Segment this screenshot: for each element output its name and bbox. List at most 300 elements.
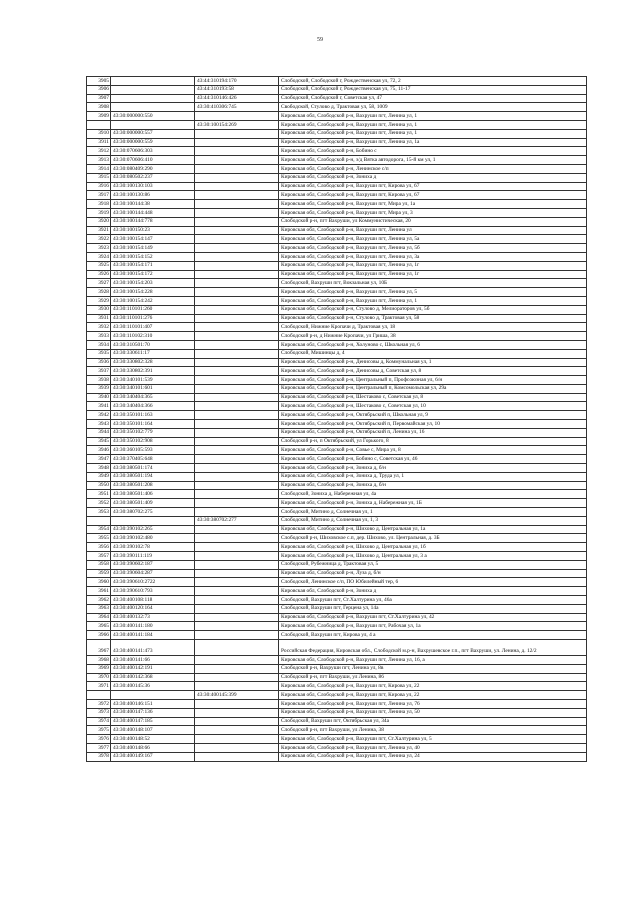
cadastral-number-b-cell bbox=[195, 640, 279, 656]
row-number-cell: 3967 bbox=[87, 640, 111, 656]
table-row bbox=[87, 156, 587, 165]
cadastral-number-a-cell: 43:30:400145:36 bbox=[111, 682, 195, 691]
cadastral-number-a-cell: 43:30:390102:480 bbox=[111, 534, 195, 543]
cadastral-number-b-cell bbox=[195, 244, 279, 253]
table-row bbox=[87, 208, 587, 217]
cadastral-number-a-cell: 43:30:380501:208 bbox=[111, 481, 195, 490]
address-cell: Кировская обл, Слободской р-н, Стулово д, Трактовая ул, 58 bbox=[279, 314, 587, 323]
row-number-cell: 3910 bbox=[87, 129, 111, 138]
address-cell: Слободской, Вахруши пгт, Ст.Халтурина ул, 46а bbox=[279, 596, 587, 605]
row-number-cell: 3917 bbox=[87, 191, 111, 200]
row-number-cell: 3934 bbox=[87, 340, 111, 349]
cadastral-number-b-cell bbox=[195, 112, 279, 121]
cadastral-number-b-cell bbox=[195, 402, 279, 411]
cadastral-number-a-cell: 43:30:080502:237 bbox=[111, 173, 195, 182]
cadastral-number-b-cell: 43:44:310146:426 bbox=[195, 94, 279, 103]
row-number-cell: 3968 bbox=[87, 656, 111, 665]
row-number-cell: 3933 bbox=[87, 332, 111, 341]
row-number-cell: 3936 bbox=[87, 358, 111, 367]
table-row bbox=[87, 472, 587, 481]
address-cell: Слободской, Слободской г, Рождественская ул, 75, 11-17 bbox=[279, 85, 587, 94]
row-number-cell: 3961 bbox=[87, 587, 111, 596]
address-cell: Кировская обл, Слободской р-н, Вахруши пгт, Ленина ул, 5б bbox=[279, 244, 587, 253]
cadastral-number-b-cell bbox=[195, 129, 279, 138]
cadastral-number-a-cell: 43:30:380501:406 bbox=[111, 490, 195, 499]
cadastral-number-b-cell bbox=[195, 279, 279, 288]
row-number-cell: 3945 bbox=[87, 437, 111, 446]
table-row bbox=[87, 596, 587, 605]
cadastral-number-b-cell bbox=[195, 708, 279, 717]
address-cell: Слободской р-н, пгт Вахруши, ул Коммунистическая, 20 bbox=[279, 217, 587, 226]
table-row bbox=[87, 270, 587, 279]
address-cell: Кировская обл, Слободской р-н, Вахруши пгт, Рабочая ул, 1а bbox=[279, 622, 587, 631]
cadastral-number-b-cell: 43:30:400145:399 bbox=[195, 691, 279, 700]
cadastral-number-b-cell bbox=[195, 358, 279, 367]
cadastral-number-b-cell bbox=[195, 261, 279, 270]
cadastral-number-a-cell: 43:30:100154:149 bbox=[111, 244, 195, 253]
row-number-cell: 3919 bbox=[87, 208, 111, 217]
address-cell: Слободской р-н, пгт Вахруши, ул Ленина, 38 bbox=[279, 726, 587, 735]
cadastral-number-a-cell: 43:30:100154:171 bbox=[111, 261, 195, 270]
table-row bbox=[87, 708, 587, 717]
table-row bbox=[87, 173, 587, 182]
address-cell: Кировская обл, Слободской р-н, Холуново с, Школьная ул, 6 bbox=[279, 340, 587, 349]
address-cell: Кировская обл, Слободской р-н, Центральный п, Комсомольская ул, 29а bbox=[279, 384, 587, 393]
table-row bbox=[87, 455, 587, 464]
address-cell: Кировская обл, Слободской р-н, Вахруши пгт, Ленина ул, 16, а bbox=[279, 656, 587, 665]
cadastral-number-b-cell bbox=[195, 735, 279, 744]
address-cell: Кировская обл, Слободской р-н, Зониха д bbox=[279, 173, 587, 182]
address-cell: Российская Федерация, Кировская обл., Слободской м.р-н, Вахрушевское г.п., пгт Вахруши, ул. Ленина, д. 12/2 bbox=[279, 640, 587, 656]
cadastral-number-a-cell: 43:30:400141:180 bbox=[111, 622, 195, 631]
row-number-cell: 3925 bbox=[87, 261, 111, 270]
table-row bbox=[87, 288, 587, 297]
cadastral-number-a-cell: 43:30:370405:648 bbox=[111, 455, 195, 464]
cadastral-number-a-cell: 43:30:400108:118 bbox=[111, 596, 195, 605]
address-cell: Слободской р-н, Вахруши пгт, Ленина ул, 8в bbox=[279, 664, 587, 673]
cadastral-number-a-cell: 43:30:380501:409 bbox=[111, 499, 195, 508]
table-row bbox=[87, 164, 587, 173]
cadastral-number-a-cell: 43:30:100154:228 bbox=[111, 288, 195, 297]
cadastral-number-b-cell bbox=[195, 699, 279, 708]
row-number-cell: 3970 bbox=[87, 673, 111, 682]
cadastral-number-b-cell: 43:30:410306:745 bbox=[195, 103, 279, 112]
cadastral-number-b-cell: 43:44:310194:170 bbox=[195, 77, 279, 86]
cadastral-number-b-cell bbox=[195, 323, 279, 332]
address-cell: Слободской р-н, пгт Вахруши, ул Ленина, 86 bbox=[279, 673, 587, 682]
row-number-cell: 3942 bbox=[87, 411, 111, 420]
cadastral-number-a-cell: 43:30:100130:103 bbox=[111, 182, 195, 191]
cadastral-number-a-cell: 43:30:310501:70 bbox=[111, 340, 195, 349]
address-cell: Слободской, Вахруши пгт, Герцена ул, 14а bbox=[279, 604, 587, 613]
address-cell: Кировская обл, Слободской р-н, Вахруши пгт, Ленина ул, 1 bbox=[279, 129, 587, 138]
address-cell: Кировская обл, Слободской р-н, Вахруши пгт, Кирова ул, 22 bbox=[279, 691, 587, 700]
cadastral-number-b-cell bbox=[195, 296, 279, 305]
address-cell: Кировская обл, Слободской р-н, Зониха д, Набережная ул, 1Б bbox=[279, 499, 587, 508]
cadastral-number-a-cell: 43:30:400141:66 bbox=[111, 656, 195, 665]
row-number-cell bbox=[87, 516, 111, 525]
property-register-table bbox=[86, 76, 587, 762]
row-number-cell: 3908 bbox=[87, 103, 111, 112]
cadastral-number-b-cell bbox=[195, 182, 279, 191]
row-number-cell: 3913 bbox=[87, 156, 111, 165]
cadastral-number-b-cell bbox=[195, 367, 279, 376]
address-cell: Кировская обл, Слободской р-н, Луза д, б/н bbox=[279, 569, 587, 578]
cadastral-number-a-cell: 43:30:110101:407 bbox=[111, 323, 195, 332]
cadastral-number-a-cell: 43:30:400148:52 bbox=[111, 735, 195, 744]
address-cell: Кировская обл, Слободской р-н, Вахруши пгт, Ленина ул, 50 bbox=[279, 708, 587, 717]
cadastral-number-a-cell: 43:30:380702:275 bbox=[111, 508, 195, 517]
address-cell: Кировская обл, Слободской р-н, Вахруши пгт, Ленина ул, 1 bbox=[279, 296, 587, 305]
table-row bbox=[87, 252, 587, 261]
row-number-cell: 3966 bbox=[87, 631, 111, 640]
address-cell: Кировская обл, Слободской р-н, Вахруши пгт, Ленина ул, 76 bbox=[279, 699, 587, 708]
cadastral-number-a-cell: 43:30:380501:174 bbox=[111, 464, 195, 473]
cadastral-number-a-cell: 43:30:400148:107 bbox=[111, 726, 195, 735]
row-number-cell: 3975 bbox=[87, 726, 111, 735]
cadastral-number-b-cell bbox=[195, 164, 279, 173]
cadastral-number-a-cell: 43:30:100144:778 bbox=[111, 217, 195, 226]
row-number-cell: 3976 bbox=[87, 735, 111, 744]
cadastral-number-b-cell bbox=[195, 217, 279, 226]
row-number-cell: 3946 bbox=[87, 446, 111, 455]
row-number-cell: 3912 bbox=[87, 147, 111, 156]
row-number-cell: 3909 bbox=[87, 112, 111, 121]
table-row bbox=[87, 543, 587, 552]
table-row bbox=[87, 428, 587, 437]
cadastral-number-a-cell: 43:30:100154:172 bbox=[111, 270, 195, 279]
cadastral-number-a-cell: 43:30:390610:793 bbox=[111, 587, 195, 596]
table-row bbox=[87, 516, 587, 525]
cadastral-number-a-cell: 43:30:100154:152 bbox=[111, 252, 195, 261]
table-row bbox=[87, 735, 587, 744]
table-row bbox=[87, 464, 587, 473]
address-cell: Слободской, Митино д, Солнечная ул, 1 bbox=[279, 508, 587, 517]
cadastral-number-b-cell bbox=[195, 743, 279, 752]
cadastral-number-b-cell bbox=[195, 428, 279, 437]
table-row bbox=[87, 446, 587, 455]
row-number-cell: 3952 bbox=[87, 499, 111, 508]
address-cell: Кировская обл, Слободской р-н, Вахруши пгт, Кирова ул, 67 bbox=[279, 191, 587, 200]
address-cell: Кировская обл, Слободской р-н, Зониха д, б/н bbox=[279, 464, 587, 473]
cadastral-number-b-cell bbox=[195, 393, 279, 402]
cadastral-number-b-cell bbox=[195, 173, 279, 182]
cadastral-number-a-cell: 43:30:400147:136 bbox=[111, 708, 195, 717]
address-cell: Кировская обл, Слободской р-н, Вахруши пгт, Ленина ул, 5 bbox=[279, 288, 587, 297]
cadastral-number-b-cell bbox=[195, 508, 279, 517]
cadastral-number-a-cell: 43:30:390102:265 bbox=[111, 525, 195, 534]
cadastral-number-b-cell bbox=[195, 420, 279, 429]
table-row bbox=[87, 499, 587, 508]
cadastral-number-b-cell bbox=[195, 446, 279, 455]
cadastral-number-a-cell: 43:30:350101:163 bbox=[111, 411, 195, 420]
cadastral-number-b-cell bbox=[195, 314, 279, 323]
row-number-cell: 3926 bbox=[87, 270, 111, 279]
table-row bbox=[87, 682, 587, 691]
cadastral-number-a-cell: 43:30:070606:303 bbox=[111, 147, 195, 156]
cadastral-number-a-cell: 43:30:330611:17 bbox=[111, 349, 195, 358]
cadastral-number-b-cell bbox=[195, 673, 279, 682]
table-row bbox=[87, 656, 587, 665]
cadastral-number-a-cell: 43:30:390610:2722 bbox=[111, 578, 195, 587]
table-row bbox=[87, 129, 587, 138]
row-number-cell: 3973 bbox=[87, 708, 111, 717]
address-cell: Кировская обл, Слободской р-н, Вахруши пгт, Ленина ул bbox=[279, 226, 587, 235]
table-row bbox=[87, 296, 587, 305]
row-number-cell: 3915 bbox=[87, 173, 111, 182]
row-number-cell: 3949 bbox=[87, 472, 111, 481]
row-number-cell: 3954 bbox=[87, 525, 111, 534]
cadastral-number-b-cell bbox=[195, 664, 279, 673]
cadastral-number-b-cell bbox=[195, 191, 279, 200]
address-cell: Слободской, Вахруши пгт, Кирова ул, 4 а bbox=[279, 631, 587, 640]
row-number-cell: 3974 bbox=[87, 717, 111, 726]
address-cell: Кировская обл, Слободской р-н, Шестаково с, Советская ул, 10 bbox=[279, 402, 587, 411]
row-number-cell: 3965 bbox=[87, 622, 111, 631]
cadastral-number-b-cell bbox=[195, 147, 279, 156]
table-row bbox=[87, 384, 587, 393]
cadastral-number-a-cell bbox=[111, 94, 195, 103]
cadastral-number-a-cell: 43:30:400146:151 bbox=[111, 699, 195, 708]
address-cell: Кировская обл, Слободской р-н, Вахруши пгт, Ленина ул, 1г bbox=[279, 261, 587, 270]
table-row bbox=[87, 279, 587, 288]
row-number-cell: 3940 bbox=[87, 393, 111, 402]
row-number-cell: 3906 bbox=[87, 85, 111, 94]
cadastral-number-a-cell: 43:30:380501:194 bbox=[111, 472, 195, 481]
cadastral-number-a-cell: 43:30:110102:310 bbox=[111, 332, 195, 341]
row-number-cell: 3951 bbox=[87, 490, 111, 499]
row-number-cell bbox=[87, 120, 111, 129]
row-number-cell: 3918 bbox=[87, 200, 111, 209]
address-cell: Кировская обл, Слободской р-н, Вахруши пгт, Ленина ул, 1а bbox=[279, 138, 587, 147]
page-number: 59 bbox=[317, 37, 323, 43]
table-row bbox=[87, 508, 587, 517]
cadastral-number-b-cell bbox=[195, 717, 279, 726]
table-row bbox=[87, 578, 587, 587]
cadastral-number-b-cell bbox=[195, 200, 279, 209]
table-row bbox=[87, 112, 587, 121]
table-row bbox=[87, 640, 587, 656]
cadastral-number-b-cell: 43:30:100154:269 bbox=[195, 120, 279, 129]
cadastral-number-a-cell: 43:30:390602:187 bbox=[111, 560, 195, 569]
table-row bbox=[87, 411, 587, 420]
address-cell: Слободской, Ленинское с/п, ПО Юбилейный тер, 6 bbox=[279, 578, 587, 587]
address-cell: Кировская обл, Слободской р-н, Вахруши пгт, Ленина ул, 24 bbox=[279, 752, 587, 761]
table-row bbox=[87, 376, 587, 385]
cadastral-number-a-cell: 43:30:330802:328 bbox=[111, 358, 195, 367]
table-row bbox=[87, 85, 587, 94]
cadastral-number-b-cell bbox=[195, 384, 279, 393]
row-number-cell: 3956 bbox=[87, 543, 111, 552]
address-cell: Кировская обл, Слободской р-н, Бобино с, Советская ул, 46 bbox=[279, 455, 587, 464]
address-cell: Кировская обл, Слободской р-н, Вахруши пгт, Кирова ул, 22 bbox=[279, 682, 587, 691]
table-row bbox=[87, 481, 587, 490]
cadastral-number-b-cell bbox=[195, 752, 279, 761]
address-cell: Кировская обл, Слободской р-н, Шихово д, Центральная ул, 1б bbox=[279, 543, 587, 552]
row-number-cell: 3938 bbox=[87, 376, 111, 385]
address-cell: Кировская обл, Слободской р-н, Шихово д, Центральная ул, 3 а bbox=[279, 552, 587, 561]
cadastral-number-b-cell bbox=[195, 596, 279, 605]
address-cell: Кировская обл, Слободской р-н, Вахруши пгт, Ленина ул, 1 bbox=[279, 120, 587, 129]
cadastral-number-b-cell bbox=[195, 622, 279, 631]
cadastral-number-a-cell bbox=[111, 85, 195, 94]
table-row bbox=[87, 631, 587, 640]
cadastral-number-b-cell bbox=[195, 288, 279, 297]
cadastral-number-a-cell: 43:30:390111:119 bbox=[111, 552, 195, 561]
address-cell: Кировская обл, Слободской р-н, Центральный п, Профсоюзная ул, 6/н bbox=[279, 376, 587, 385]
cadastral-number-a-cell: 43:30:000000:557 bbox=[111, 129, 195, 138]
cadastral-number-a-cell bbox=[111, 120, 195, 129]
cadastral-number-b-cell bbox=[195, 376, 279, 385]
cadastral-number-a-cell bbox=[111, 103, 195, 112]
cadastral-number-a-cell: 43:30:400147:185 bbox=[111, 717, 195, 726]
address-cell: Слободской, Мишинцы д, 4 bbox=[279, 349, 587, 358]
cadastral-number-b-cell bbox=[195, 252, 279, 261]
row-number-cell: 3959 bbox=[87, 569, 111, 578]
table-row bbox=[87, 191, 587, 200]
cadastral-number-b-cell bbox=[195, 332, 279, 341]
address-cell: Кировская обл, Слободской р-н, Вахруши пгт, Ленина ул, 5а bbox=[279, 235, 587, 244]
cadastral-number-a-cell: 43:30:400120:164 bbox=[111, 604, 195, 613]
table-row bbox=[87, 552, 587, 561]
table-row bbox=[87, 622, 587, 631]
address-cell: Слободской р-н, п Октябрьский, ул Горького, 8 bbox=[279, 437, 587, 446]
cadastral-number-a-cell: 43:30:400148:66 bbox=[111, 743, 195, 752]
address-cell: Кировская обл, Слободской р-н, Вахруши пгт, Ленина ул, 1 bbox=[279, 112, 587, 121]
cadastral-number-b-cell bbox=[195, 631, 279, 640]
cadastral-number-b-cell bbox=[195, 490, 279, 499]
address-cell: Кировская обл, Слободской р-н, Шихово д, Центральная ул, 1а bbox=[279, 525, 587, 534]
row-number-cell: 3955 bbox=[87, 534, 111, 543]
cadastral-number-b-cell bbox=[195, 578, 279, 587]
row-number-cell: 3920 bbox=[87, 217, 111, 226]
table-row bbox=[87, 613, 587, 622]
row-number-cell: 3932 bbox=[87, 323, 111, 332]
table-row bbox=[87, 182, 587, 191]
address-cell: Кировская обл, Слободской р-н, Зониха д, б/н bbox=[279, 481, 587, 490]
cadastral-number-a-cell: 43:30:400141:473 bbox=[111, 640, 195, 656]
table-row bbox=[87, 138, 587, 147]
cadastral-number-b-cell bbox=[195, 226, 279, 235]
row-number-cell: 3948 bbox=[87, 464, 111, 473]
cadastral-number-b-cell bbox=[195, 208, 279, 217]
table-row bbox=[87, 305, 587, 314]
table-row bbox=[87, 120, 587, 129]
cadastral-number-b-cell bbox=[195, 156, 279, 165]
table-row bbox=[87, 314, 587, 323]
row-number-cell: 3960 bbox=[87, 578, 111, 587]
row-number-cell: 3969 bbox=[87, 664, 111, 673]
row-number-cell: 3958 bbox=[87, 560, 111, 569]
row-number-cell: 3921 bbox=[87, 226, 111, 235]
address-cell: Слободской, Слободской г, Рождественская ул, 72, 2 bbox=[279, 77, 587, 86]
address-cell: Слободской, Митино д, Солнечная ул, 1, 3 bbox=[279, 516, 587, 525]
table-row bbox=[87, 332, 587, 341]
address-cell: Кировская обл, Слободской р-н, Вахруши пгт, Ленина ул, 1г bbox=[279, 270, 587, 279]
row-number-cell: 3947 bbox=[87, 455, 111, 464]
row-number-cell: 3931 bbox=[87, 314, 111, 323]
table-row bbox=[87, 525, 587, 534]
row-number-cell: 3943 bbox=[87, 420, 111, 429]
cadastral-number-a-cell bbox=[111, 516, 195, 525]
table-body bbox=[87, 77, 587, 762]
cadastral-number-a-cell: 43:30:400132:73 bbox=[111, 613, 195, 622]
cadastral-number-a-cell: 43:30:100154:242 bbox=[111, 296, 195, 305]
table-row bbox=[87, 226, 587, 235]
row-number-cell: 3935 bbox=[87, 349, 111, 358]
table-row bbox=[87, 437, 587, 446]
cadastral-number-a-cell: 43:30:070606:410 bbox=[111, 156, 195, 165]
address-cell: Кировская обл, Слободской р-н, Денисовы д, Коммунальная ул, 1 bbox=[279, 358, 587, 367]
table-row bbox=[87, 358, 587, 367]
address-cell: Кировская обл, Слободской р-н, Денисовы д, Советская ул, 8 bbox=[279, 367, 587, 376]
row-number-cell: 3957 bbox=[87, 552, 111, 561]
row-number-cell: 3905 bbox=[87, 77, 111, 86]
address-cell: Кировская обл, Слободской р-н, Вахруши пгт, Ленина ул, 40 bbox=[279, 743, 587, 752]
table-row bbox=[87, 200, 587, 209]
row-number-cell: 3928 bbox=[87, 288, 111, 297]
address-cell: Слободской, Рубежница д, Трактовая ул, 5 bbox=[279, 560, 587, 569]
row-number-cell: 3911 bbox=[87, 138, 111, 147]
cadastral-number-a-cell: 43:30:400141:184 bbox=[111, 631, 195, 640]
cadastral-number-a-cell: 43:30:400149:167 bbox=[111, 752, 195, 761]
cadastral-number-b-cell: 43:44:310193:58 bbox=[195, 85, 279, 94]
cadastral-number-b-cell bbox=[195, 613, 279, 622]
row-number-cell: 3922 bbox=[87, 235, 111, 244]
table-row bbox=[87, 393, 587, 402]
table-row bbox=[87, 261, 587, 270]
row-number-cell: 3927 bbox=[87, 279, 111, 288]
cadastral-number-a-cell: 43:30:100154:147 bbox=[111, 235, 195, 244]
cadastral-number-b-cell bbox=[195, 682, 279, 691]
address-cell: Кировская обл, Слободской р-н, Октябрьский п, Ленина ул, 16 bbox=[279, 428, 587, 437]
cadastral-number-b-cell bbox=[195, 569, 279, 578]
address-cell: Кировская обл, Слободской р-н, Зониха д bbox=[279, 587, 587, 596]
row-number-cell: 3977 bbox=[87, 743, 111, 752]
row-number-cell: 3930 bbox=[87, 305, 111, 314]
address-cell: Кировская обл, Слободской р-н, з/д Вятка автодорога, 15-й км ул, 1 bbox=[279, 156, 587, 165]
cadastral-number-a-cell: 43:30:390102:78 bbox=[111, 543, 195, 552]
row-number-cell: 3929 bbox=[87, 296, 111, 305]
row-number-cell: 3914 bbox=[87, 164, 111, 173]
cadastral-number-a-cell: 43:30:360105:593 bbox=[111, 446, 195, 455]
table-row bbox=[87, 244, 587, 253]
cadastral-number-a-cell: 43:30:100154:203 bbox=[111, 279, 195, 288]
table-row bbox=[87, 726, 587, 735]
cadastral-number-b-cell bbox=[195, 604, 279, 613]
address-cell: Кировская обл, Слободской р-н, Совье с, Мира ул, 8 bbox=[279, 446, 587, 455]
table-row bbox=[87, 587, 587, 596]
cadastral-number-a-cell: 43:30:390604:287 bbox=[111, 569, 195, 578]
row-number-cell bbox=[87, 691, 111, 700]
row-number-cell: 3963 bbox=[87, 604, 111, 613]
address-cell: Кировская обл, Слободской р-н, Стулово д, Мелиораторов ул, 5б bbox=[279, 305, 587, 314]
table-row bbox=[87, 367, 587, 376]
address-cell: Свободской, Стулово д, Трактовая ул, 58, 1009 bbox=[279, 103, 587, 112]
table-row bbox=[87, 77, 587, 86]
cadastral-number-a-cell: 43:30:110101:260 bbox=[111, 305, 195, 314]
address-cell: Кировская обл, Слободской р-н, Вахруши пгт, Мира ул, 1а bbox=[279, 200, 587, 209]
address-cell: Кировская обл, Слободской р-н, Вахруши пгт, Ст.Халтурина ул, 42 bbox=[279, 613, 587, 622]
table-row bbox=[87, 743, 587, 752]
cadastral-number-b-cell bbox=[195, 270, 279, 279]
cadastral-number-a-cell: 43:30:400142:368 bbox=[111, 673, 195, 682]
cadastral-number-a-cell: 43:30:340404:365 bbox=[111, 393, 195, 402]
address-cell: Слободской р-н, д Нижние Кропачи, ул Гриша, 38 bbox=[279, 332, 587, 341]
table-row bbox=[87, 147, 587, 156]
cadastral-number-b-cell bbox=[195, 534, 279, 543]
table-row bbox=[87, 717, 587, 726]
